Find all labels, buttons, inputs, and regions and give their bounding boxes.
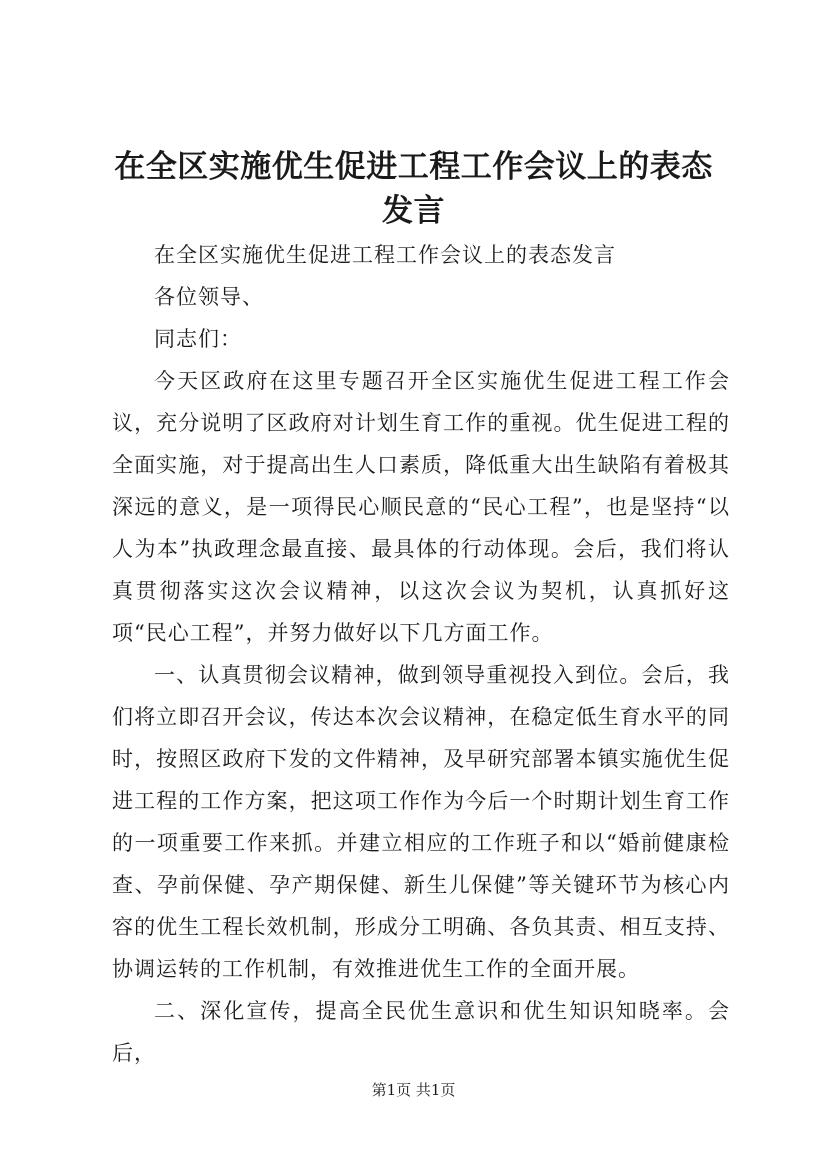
salutation-leaders: 各位领导、 [154,285,264,309]
document-title: 在全区实施优生促进工程工作会议上的表态发言 [114,149,713,229]
section-two-paragraph: 二、深化宣传，提高全民优生意识和优生知识知晓率。会后， [112,999,730,1065]
salutation-comrades: 同志们： [154,327,242,351]
page-number-footer: 第1页 共1页 [371,1081,456,1099]
document-body [112,234,730,1074]
intro-paragraph: 今天区政府在这里专题召开全区实施优生促进工程工作会议，充分说明了区政府对计划生育工作的重视。优生促进工程的全面实施，对于提高出生人口素质，降低重大出生缺陷有着极其深远的意义，是一项得民心顺民意的“民心工程”，也是坚持“以人为本”执政理念最直接、最具体的行动体现。会后，我们将认真贯彻落实这次会议精神，以这次会议为契机，认真抓好这项“民心工程”，并努力做好以下几方面工作。 [112,369,730,645]
section-one-paragraph: 一、认真贯彻会议精神，做到领导重视投入到位。会后，我们将立即召开会议，传达本次会议精神，在稳定低生育水平的同时，按照区政府下发的文件精神，及早研究部署本镇实施优生促进工程的工作方案，把这项工作作为今后一个时期计划生育工作的一项重要工作来抓。并建立相应的工作班子和以“婚前健康检查、孕前保健、孕产期保健、新生儿保健”等关键环节为核心内容的优生工程长效机制，形成分工明确、各负其责、相互支持、协调运转的工作机制，有效推进优生工作的全面开展。 [112,663,730,981]
subtitle-paragraph: 在全区实施优生促进工程工作会议上的表态发言 [154,243,616,267]
